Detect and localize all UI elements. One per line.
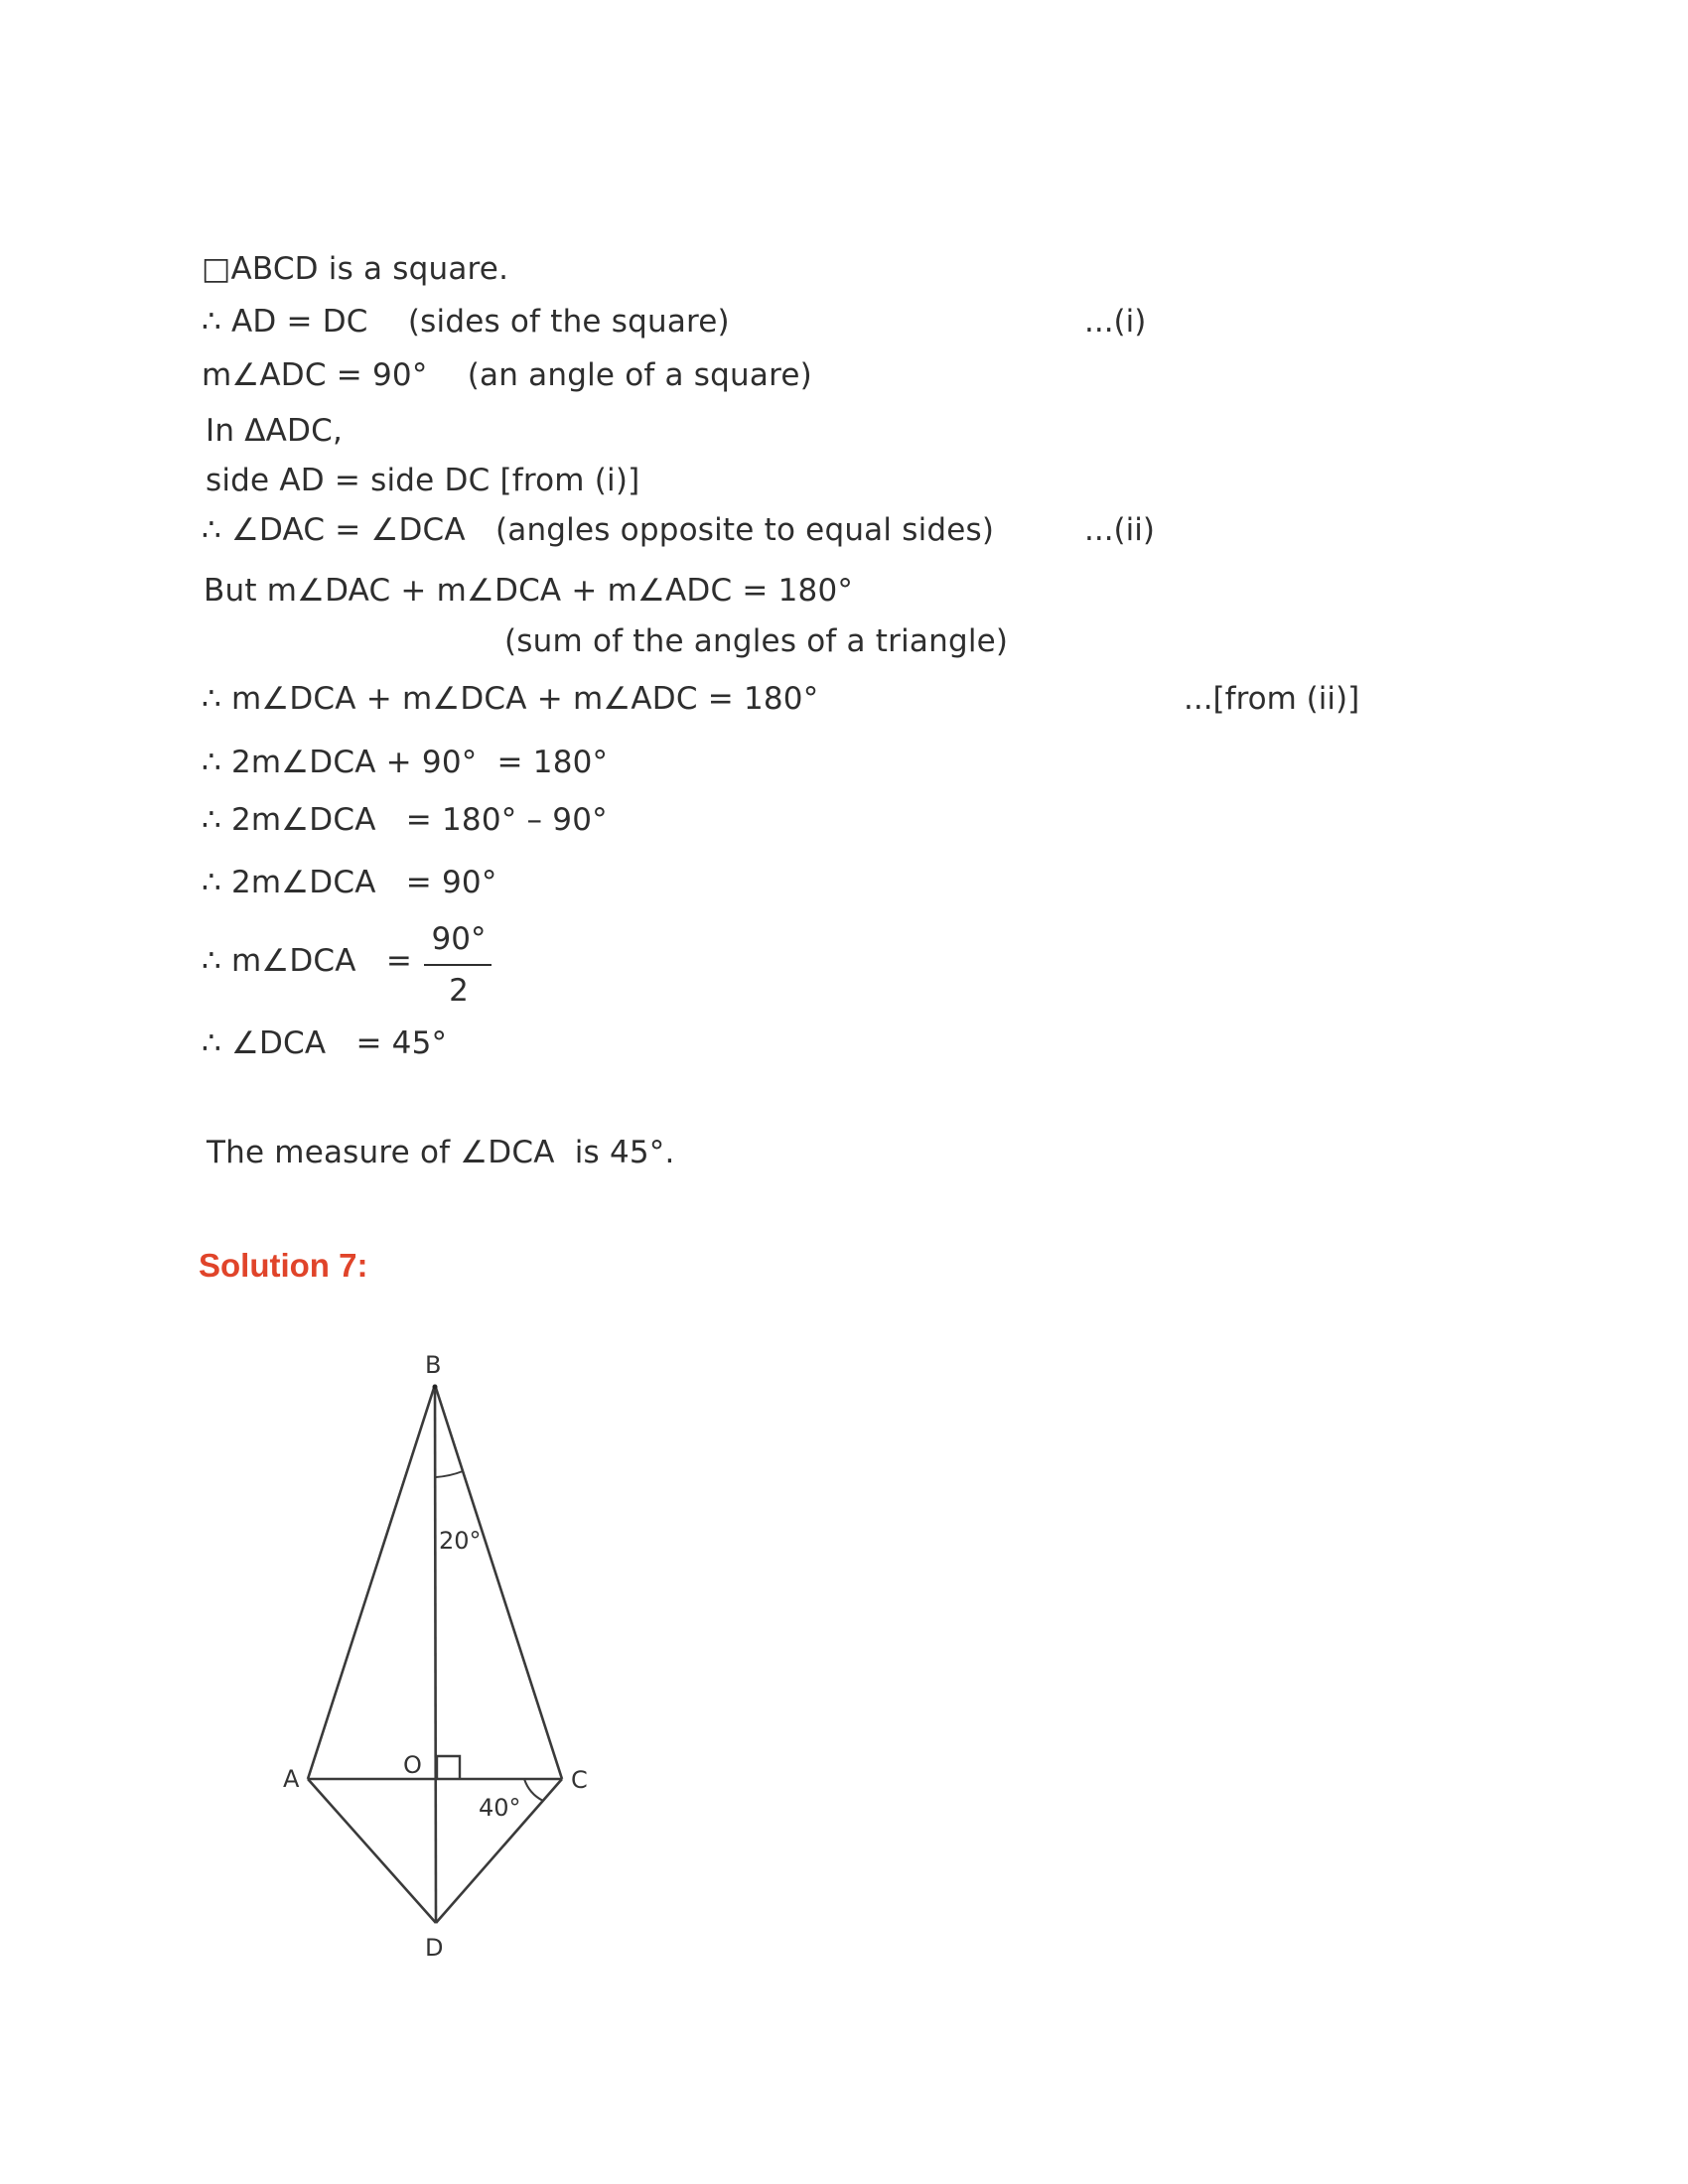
proof-line-14: ∴ ∠DCA = 45°: [202, 1025, 448, 1061]
angle-label-40: 40°: [479, 1794, 521, 1822]
proof-ref-i: ...(i): [1084, 304, 1147, 340]
side-ab: [308, 1385, 435, 1779]
proof-line-1: □ABCD is a square.: [202, 251, 509, 287]
proof-line-7: But m∠DAC + m∠DCA + m∠ADC = 180°: [204, 573, 854, 609]
label-d: D: [425, 1934, 444, 1962]
proof-line-4: In ΔADC,: [206, 413, 344, 449]
conclusion: The measure of ∠DCA is 45°.: [207, 1135, 675, 1170]
label-b: B: [425, 1351, 442, 1379]
side-bc: [435, 1385, 562, 1779]
proof-ref-ii: ...(ii): [1084, 512, 1155, 548]
vertex-b-dot: [433, 1385, 438, 1390]
label-a: A: [283, 1765, 300, 1793]
angle-arc-b: [436, 1471, 463, 1477]
label-c: C: [571, 1766, 588, 1794]
fraction-denominator: 2: [449, 973, 469, 1009]
side-ad: [308, 1779, 436, 1923]
proof-line-10: ∴ 2m∠DCA + 90° = 180°: [202, 745, 609, 780]
diagram-lines: [308, 1385, 562, 1923]
proof-line-11: ∴ 2m∠DCA = 180° – 90°: [202, 802, 608, 838]
proof-ref-from-ii: ...[from (ii)]: [1184, 681, 1360, 717]
proof-line-5: side AD = side DC [from (i)]: [206, 463, 640, 498]
proof-line-13: ∴ m∠DCA =: [202, 943, 413, 979]
angle-arc-c: [524, 1779, 543, 1801]
diagonal-bd: [435, 1385, 436, 1923]
proof-line-6: ∴ ∠DAC = ∠DCA (angles opposite to equal sides): [202, 512, 995, 548]
label-o: O: [403, 1751, 422, 1779]
fraction-numerator: 90°: [431, 921, 487, 957]
right-angle-marker: [437, 1756, 460, 1779]
angle-label-20: 20°: [439, 1527, 482, 1555]
proof-line-9: ∴ m∠DCA + m∠DCA + m∠ADC = 180°: [202, 681, 819, 717]
proof-line-12: ∴ 2m∠DCA = 90°: [202, 865, 497, 900]
proof-line-2: ∴ AD = DC (sides of the square): [202, 304, 730, 340]
solution-heading: Solution 7:: [199, 1247, 368, 1284]
proof-line-3: m∠ADC = 90° (an angle of a square): [202, 357, 812, 393]
proof-line-8: (sum of the angles of a triangle): [504, 623, 1009, 659]
